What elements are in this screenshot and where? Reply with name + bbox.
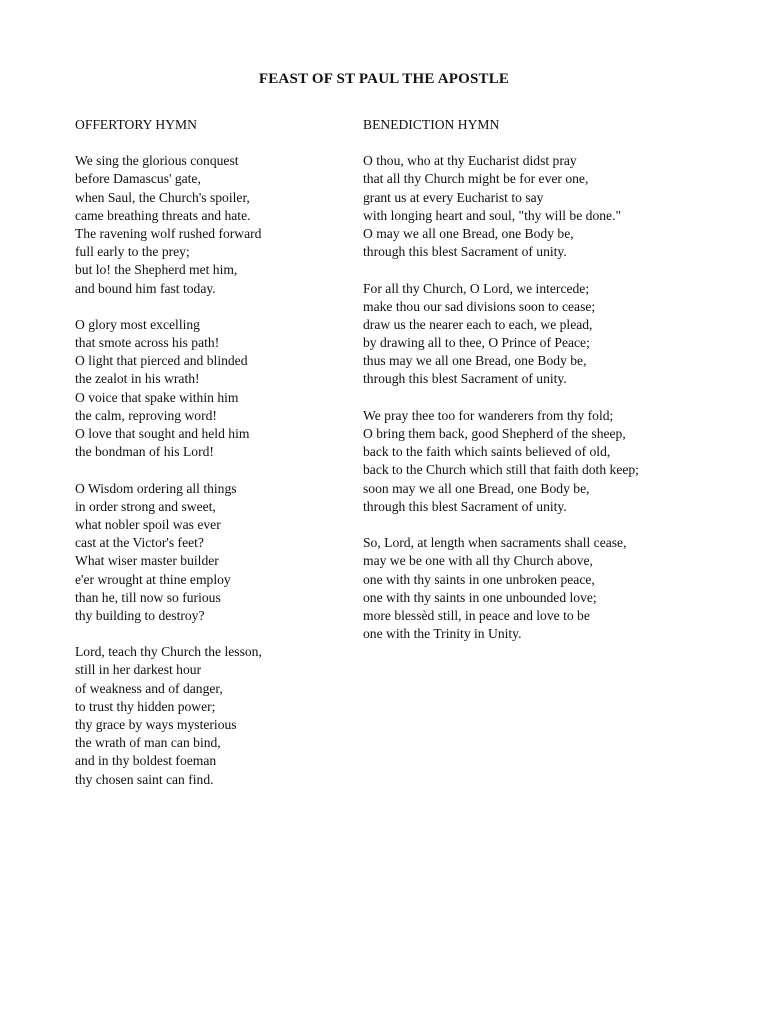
offertory-stanza-1	[75, 152, 345, 298]
verse-line: with longing heart and soul, "thy will be done."	[363, 207, 622, 223]
verse-line: than he, till now so furious	[75, 589, 221, 605]
verse-line: grant us at every Eucharist to say	[363, 189, 544, 205]
verse-line: may we be one with all thy Church above,	[363, 553, 593, 569]
verse-line: The ravening wolf rushed forward	[75, 225, 262, 241]
verse-line: before Damascus' gate,	[75, 171, 201, 187]
page-title: FEAST OF ST PAUL THE APOSTLE	[258, 71, 510, 87]
verse-line: more blessèd still, in peace and love to be	[363, 607, 590, 623]
verse-line: O bring them back, good Shepherd of the sheep,	[363, 426, 626, 441]
verse-line: full early to the prey;	[75, 244, 190, 260]
verse-line: e'er wrought at thine employ	[75, 571, 231, 587]
verse-line: when Saul, the Church's spoiler,	[75, 189, 250, 205]
verse-line: the bondman of his Lord!	[75, 444, 214, 460]
verse-line: in order strong and sweet,	[75, 498, 216, 514]
verse-line: draw us the nearer each to each, we plead,	[363, 316, 593, 332]
verse-line: So, Lord, at length when sacraments shall cease,	[363, 535, 627, 551]
benediction-hymn-column	[363, 116, 693, 661]
verse-line: the zealot in his wrath!	[75, 371, 200, 387]
verse-line: by drawing all to thee, O Prince of Peace;	[363, 335, 590, 351]
verse-line: We pray thee too for wanderers from thy fold;	[363, 407, 614, 423]
verse-line: thus may we all one Bread, one Body be,	[363, 353, 587, 369]
offertory-stanza-2	[75, 316, 345, 462]
verse-line: Lord, teach thy Church the lesson,	[75, 644, 262, 660]
verse-line: but lo! the Shepherd met him,	[75, 262, 238, 278]
offertory-hymn-column	[75, 116, 345, 807]
benediction-stanza-3	[363, 407, 693, 516]
verse-line: the wrath of man can bind,	[75, 735, 221, 751]
offertory-stanza-4	[75, 643, 345, 789]
verse-line: O Wisdom ordering all things	[75, 480, 237, 496]
verse-line: What wiser master builder	[75, 553, 219, 569]
verse-line: thy grace by ways mysterious	[75, 717, 237, 732]
verse-line: O voice that spake within him	[75, 389, 239, 405]
verse-line: O love that sought and held him	[75, 426, 250, 441]
verse-line: one with thy saints in one unbounded love;	[363, 589, 597, 605]
benediction-stanza-1	[363, 152, 693, 261]
benediction-stanza-4	[363, 534, 693, 643]
verse-line: through this blest Sacrament of unity.	[363, 498, 567, 514]
verse-line: thy building to destroy?	[75, 607, 205, 623]
verse-line: O glory most excelling	[75, 316, 200, 332]
verse-line: the calm, reproving word!	[75, 407, 217, 423]
offertory-stanza-3	[75, 480, 345, 626]
offertory-hymn-heading: OFFERTORY HYMN	[75, 117, 197, 132]
verse-line: cast at the Victor's feet?	[75, 535, 204, 551]
verse-line: and in thy boldest foeman	[75, 753, 217, 769]
verse-line: still in her darkest hour	[75, 662, 202, 678]
verse-line: thy chosen saint can find.	[75, 771, 214, 787]
verse-line: We sing the glorious conquest	[75, 153, 239, 169]
verse-line: what nobler spoil was ever	[75, 516, 221, 532]
verse-line: O may we all one Bread, one Body be,	[363, 225, 574, 241]
verse-line: that all thy Church might be for ever one,	[363, 171, 589, 187]
verse-line: one with the Trinity in Unity.	[363, 626, 522, 642]
verse-line: one with thy saints in one unbroken peace,	[363, 571, 595, 587]
verse-line: back to the faith which saints believed of old,	[363, 444, 611, 460]
benediction-stanza-2	[363, 280, 693, 389]
verse-line: O light that pierced and blinded	[75, 353, 248, 369]
benediction-hymn-heading: BENEDICTION HYMN	[363, 117, 500, 132]
verse-line: For all thy Church, O Lord, we intercede;	[363, 280, 590, 296]
verse-line: of weakness and of danger,	[75, 680, 223, 696]
verse-line: came breathing threats and hate.	[75, 207, 251, 223]
verse-line: O thou, who at thy Eucharist didst pray	[363, 153, 577, 169]
verse-line: through this blest Sacrament of unity.	[363, 371, 567, 387]
verse-line: to trust thy hidden power;	[75, 698, 216, 714]
verse-line: back to the Church which still that faith doth keep;	[363, 462, 639, 478]
verse-line: soon may we all one Bread, one Body be,	[363, 480, 590, 496]
verse-line: make thou our sad divisions soon to cease;	[363, 298, 596, 314]
verse-line: and bound him fast today.	[75, 280, 216, 296]
verse-line: through this blest Sacrament of unity.	[363, 244, 567, 260]
verse-line: that smote across his path!	[75, 335, 220, 351]
